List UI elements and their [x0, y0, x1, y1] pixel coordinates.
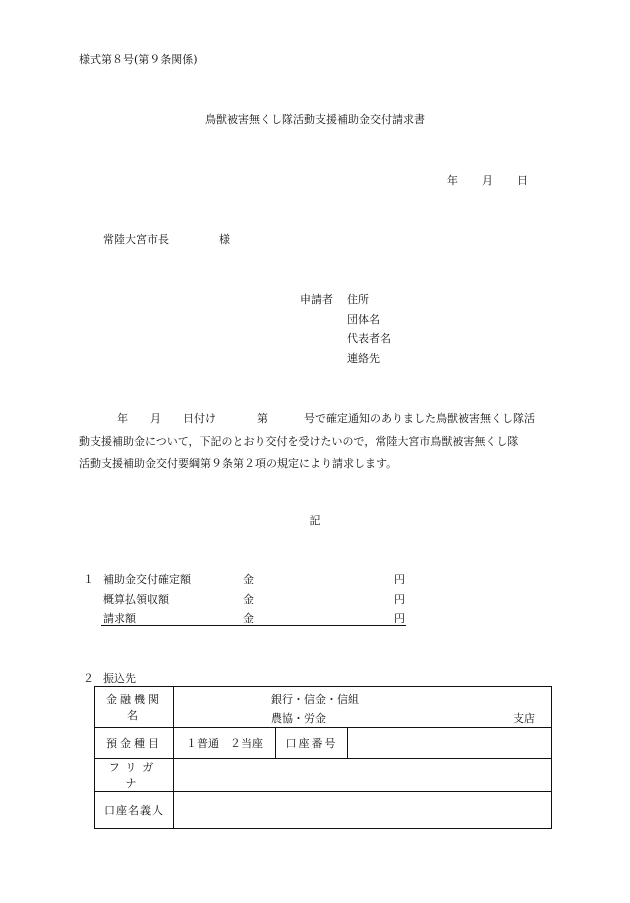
bank-account-table — [94, 686, 552, 829]
advance-received-yen: 円 — [394, 593, 405, 606]
furigana-field[interactable] — [174, 759, 552, 792]
body-date-suffix: 日付け — [183, 412, 216, 425]
account-type-options[interactable]: １普通 ２当座 — [174, 728, 276, 759]
ki-label: 記 — [309, 514, 321, 527]
furigana-label: フリガナ — [95, 759, 174, 792]
applicant-representative: 代表者名 — [347, 332, 391, 345]
account-holder-field[interactable] — [174, 792, 552, 829]
account-type-label: 預金種目 — [95, 728, 174, 759]
confirmed-amount-label: 補助金交付確定額 — [103, 573, 191, 586]
body-line1-rest: 号で確定通知のありました鳥獣被害無くし隊活 — [304, 412, 535, 425]
body-year: 年 — [117, 412, 128, 425]
recipient-honorific: 様 — [219, 233, 230, 246]
institution-types-line2: 農協・労金 — [271, 712, 326, 725]
account-holder-label: 口座名義人 — [95, 792, 174, 829]
body-line3: 活動支援補助金交付要綱第９条第２項の規定により請求します。 — [79, 457, 398, 470]
document-title: 鳥獣被害無くし隊活動支援補助金交付請求書 — [205, 113, 425, 126]
claim-amount-label: 請求額 — [103, 612, 136, 625]
confirmed-amount-yen: 円 — [394, 573, 405, 586]
claim-amount-kin: 金 — [243, 612, 254, 625]
transfer-destination-label: 振込先 — [103, 672, 136, 685]
applicant-contact: 連絡先 — [347, 352, 380, 365]
account-number-field[interactable] — [348, 728, 552, 759]
applicant-organization: 団体名 — [347, 313, 380, 326]
applicant-label: 申請者 — [300, 293, 333, 306]
advance-received-label: 概算払領収額 — [103, 593, 169, 606]
form-number: 様式第８号(第９条関係) — [79, 53, 198, 66]
body-number-prefix: 第 — [257, 412, 268, 425]
body-line2: 動支援補助金について，下記のとおり交付を受けたいので，常陸大宮市鳥獣被害無くし隊 — [79, 435, 519, 448]
date-year: 年 — [447, 174, 458, 187]
applicant-address: 住所 — [347, 293, 369, 306]
date-month: 月 — [482, 174, 493, 187]
account-number-label: 口座番号 — [276, 728, 348, 759]
branch-label: 支店 — [513, 712, 535, 725]
institution-field[interactable] — [174, 687, 552, 728]
advance-received-kin: 金 — [243, 593, 254, 606]
section2-number: ２ — [83, 672, 94, 685]
section1-number: １ — [83, 573, 94, 586]
institution-label: 金融機関名 — [95, 687, 174, 728]
date-day: 日 — [517, 174, 528, 187]
body-month: 月 — [150, 412, 161, 425]
claim-amount-underline — [101, 625, 406, 626]
confirmed-amount-kin: 金 — [243, 573, 254, 586]
recipient-name: 常陸大宮市長 — [103, 233, 169, 246]
institution-types-line1: 銀行・信金・信組 — [271, 693, 359, 706]
claim-amount-yen: 円 — [394, 612, 405, 625]
